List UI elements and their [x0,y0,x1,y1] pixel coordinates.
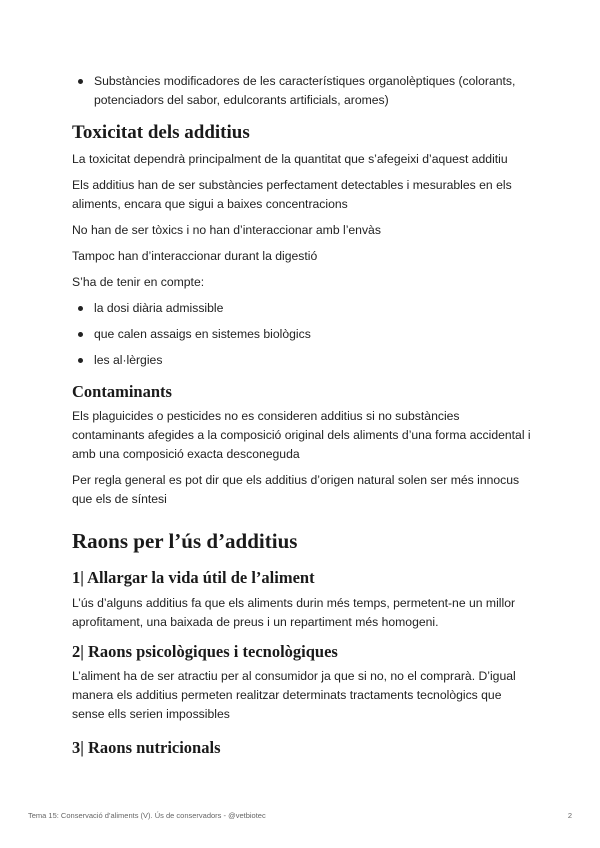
list-item: que calen assaigs en sistemes biològics [72,325,532,344]
paragraph: Tampoc han d’interaccionar durant la digestió [72,249,318,263]
paragraph: Per regla general es pot dir que els additius d’origen natural solen ser més innocus que els de síntesi [72,473,520,506]
heading-toxicitat: Toxicitat dels additius [72,122,250,143]
heading-section-2: 2| Raons psicològiques i tecnològiques [72,642,338,661]
intro-list [72,72,532,110]
list-item: Substàncies modificadores de les característiques organolèptiques (colorants, potenciadors del sabor, edulcorants artificials, aromes) [72,72,532,110]
paragraph: S’ha de tenir en compte: [72,275,205,289]
list-item: les al·lèrgies [72,351,532,370]
document-page [72,72,532,758]
paragraph: L’aliment ha de ser atractiu per al consumidor ja que si no, no el comprarà. D’igual manera els additius permeten realitzar determinats tractaments tecnològics que sense ells serien impossibles [72,669,516,721]
paragraph: No han de ser tòxics i no han d’interaccionar amb l’envàs [72,223,381,237]
heading-raons: Raons per l’ús d’additius [72,529,298,553]
paragraph: Els additius han de ser substàncies perfectament detectables i mesurables en els aliments, encara que sigui a baixes concentracions [72,178,512,211]
paragraph: Els plaguicides o pesticides no es consideren additius si no substàncies contaminants afegides a la composició original dels aliments d’una forma accidental i amb una composició exacta desconeguda [72,409,531,461]
list-item: la dosi diària admissible [72,299,532,318]
heading-contaminants: Contaminants [72,382,172,401]
paragraph: L’ús d’alguns additius fa que els aliments durin més temps, permetent-ne un millor aprofitament, una baixada de preus i un repartiment més homogeni. [72,596,516,629]
paragraph: La toxicitat dependrà principalment de la quantitat que s’afegeixi d’aquest additiu [72,152,508,166]
page-footer [28,811,572,820]
toxicitat-list [72,299,532,370]
footer-text: Tema 15: Conservació d’aliments (V). Ús de conservadors - @vetbiotec [28,811,266,820]
heading-section-3: 3| Raons nutricionals [72,738,221,757]
heading-section-1: 1| Allargar la vida útil de l’aliment [72,568,315,587]
page-number: 2 [567,811,572,820]
